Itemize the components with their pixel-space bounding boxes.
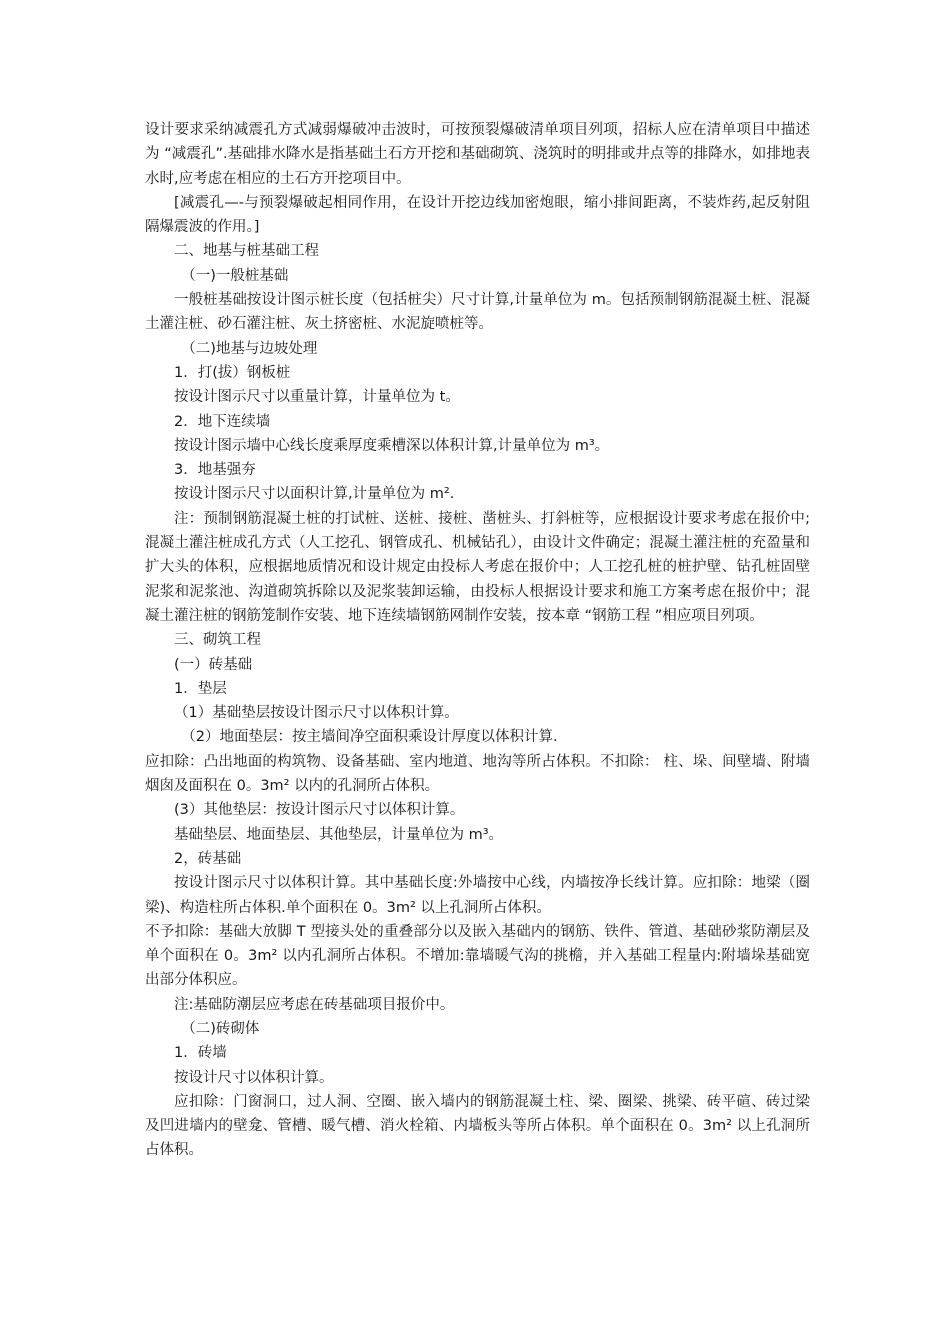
paragraph: 二、地基与桩基础工程 [174,243,319,260]
paragraph: 按设计图示墙中心线长度乘厚度乘槽深以体积计算,计量单位为 m³。 [174,437,610,454]
paragraph: [减震孔—-与预裂爆破起相同作用，在设计开挖边线加密炮眼，缩小排间距离，不装炸药,起反射阻隔爆震波的作用。] [145,194,810,236]
paragraph: 按设计尺寸以体积计算。 [174,1069,334,1086]
paragraph: 2，砖基础 [174,850,242,867]
paragraph: (3）其他垫层：按设计图示尺寸以体积计算。 [174,802,465,819]
paragraph: （一)一般桩基础 [181,267,289,284]
paragraph: 应扣除：凸出地面的构筑物、设备基础、室内地道、地沟等所占体积。不扣除： 柱、垛、间壁墙、附墙烟囱及面积在 0。3m² 以内的孔洞所占体积。 [145,753,810,795]
paragraph: 1．砖墙 [174,1045,227,1062]
paragraph: （二)地基与边坡处理 [181,340,318,357]
paragraph: 3．地基强夯 [174,462,256,479]
paragraph: 按设计图示尺寸以重量计算，计量单位为 t。 [174,389,460,406]
paragraph: （1）基础垫层按设计图示尺寸以体积计算。 [174,705,459,722]
paragraph: 设计要求采纳减震孔方式减弱爆破冲击波时，可按预裂爆破清单项目列项，招标人应在清单项目中描述为 “减震孔”.基础排水降水是指基础土石方开挖和基础砌筑、浇筑时的明排或井点等的排降水，如排地表水时,应考虑在相应的土石方开挖项目中。 [145,122,810,187]
paragraph: 三、砌筑工程 [174,632,261,649]
paragraph: 1．垫层 [174,680,227,697]
paragraph: （2）地面垫层：按主墙间净空面积乘设计厚度以体积计算. [181,729,558,746]
paragraph: 2．地下连续墙 [174,413,271,430]
paragraph: 应扣除：门窗洞口，过人洞、空圈、嵌入墙内的钢筋混凝土柱、梁、圈梁、挑梁、砖平碹、砖过梁及凹进墙内的壁龛、管槽、暖气槽、消火栓箱、内墙板头等所占体积。单个面积在 0。3m² 以上孔洞所占体积。 [145,1093,810,1159]
paragraph: 按设计图示尺寸以面积计算,计量单位为 m². [174,486,455,503]
paragraph: 1．打(拔）钢板桩 [174,364,291,381]
paragraph: (一）砖基础 [174,656,253,673]
paragraph: 按设计图示尺寸以体积计算。其中基础长度:外墙按中心线，内墙按净长线计算。应扣除：地梁（圈梁)、构造柱所占体积.单个面积在 0。3m² 以上孔洞所占体积。 [145,875,810,916]
paragraph: 不予扣除：基础大放脚 T 型接头处的重叠部分以及嵌入基础内的钢筋、铁件、管道、基础砂浆防潮层及单个面积在 0。3m² 以内孔洞所占体积。不增加:靠墙暖气沟的挑檐，并入基础工程量内:附墙垛基础宽出部分体积应。 [145,923,810,989]
document-body [145,118,810,1163]
paragraph: （二)砖砌体 [181,1020,260,1037]
paragraph: 基础垫层、地面垫层、其他垫层，计量单位为 m³。 [174,826,504,843]
paragraph: 注:基础防潮层应考虑在砖基础项目报价中。 [174,996,455,1013]
paragraph: 注：预制钢筋混凝土桩的打试桩、送桩、接桩、凿桩头、打斜桩等，应根据设计要求考虑在报价中;混凝土灌注桩成孔方式（人工挖孔、钢管成孔、机械钻孔），由设计文件确定；混凝土灌注桩的充盈量和扩大头的体积，应根据地质情况和设计规定由投标人考虑在报价中；人工挖孔桩的桩护壁、钻孔桩固壁泥浆和泥浆池、沟道砌筑拆除以及泥浆装卸运输，由投标人根据设计要求和施工方案考虑在报价中；混凝土灌注桩的钢筋笼制作安装、地下连续墙钢筋网制作安装，按本章 “钢筋工程 ”相应项目列项。 [145,510,810,624]
paragraph: 一般桩基础按设计图示桩长度（包括桩尖）尺寸计算,计量单位为 m。包括预制钢筋混凝土桩、混凝土灌注桩、砂石灌注桩、灰土挤密桩、水泥旋喷桩等。 [145,292,810,333]
